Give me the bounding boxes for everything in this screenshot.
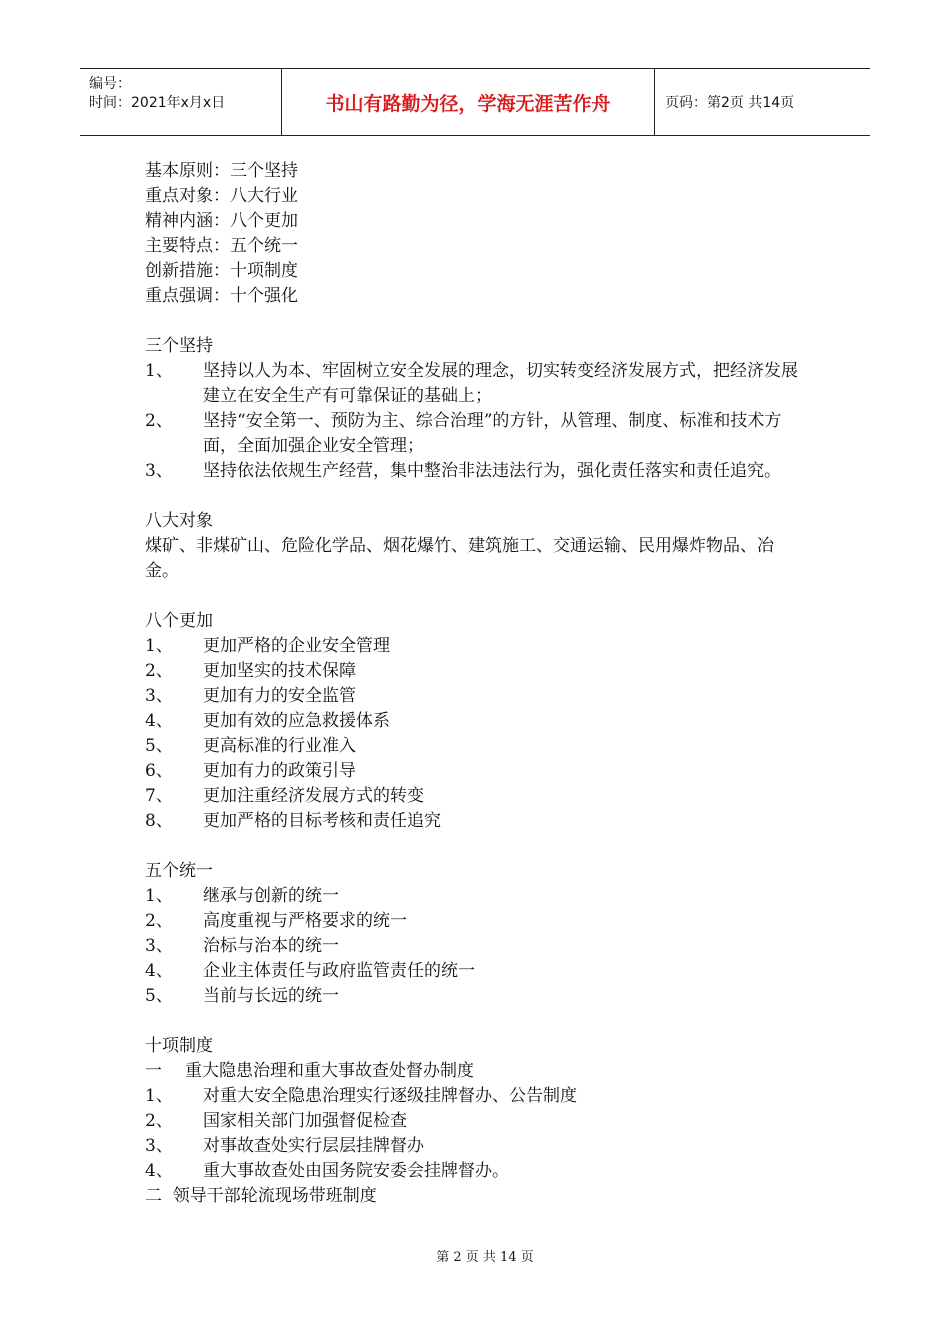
eight-objects-text: 煤矿、非煤矿山、危险化学品、烟花爆竹、建筑施工、交通运输、民用爆炸物品、冶金。 [145, 536, 774, 581]
list-item [145, 909, 805, 934]
section-title-eight-objects: 八大对象 [145, 511, 213, 531]
item-text: 坚持以人为本、牢固树立安全发展的理念，切实转变经济发展方式，把经济发展建立在安全生产有可靠保证的基础上； [203, 361, 798, 406]
item-number: 4、 [145, 711, 173, 731]
list-item [145, 959, 805, 984]
list-item [145, 684, 805, 709]
header-motto: 书山有路勤为径，学海无涯苦作舟 [282, 69, 655, 135]
list-item [145, 934, 805, 959]
section-title-eight-more: 八个更加 [145, 611, 213, 631]
summary-line: 创新措施：十项制度 [145, 261, 298, 281]
item-number: 7、 [145, 786, 173, 806]
item-text: 企业主体责任与政府监管责任的统一 [203, 961, 475, 981]
item-number: 2、 [145, 411, 173, 431]
item-number: 4、 [145, 1161, 173, 1181]
item-text: 对重大安全隐患治理实行逐级挂牌督办、公告制度 [203, 1086, 577, 1106]
item-text: 更加有效的应急救援体系 [203, 711, 390, 731]
item-number: 3、 [145, 686, 173, 706]
document-body [145, 159, 805, 1209]
item-text: 高度重视与严格要求的统一 [203, 911, 407, 931]
section-title-ten-systems: 十项制度 [145, 1036, 213, 1056]
subsection-text: 重大隐患治理和重大事故查处督办制度 [185, 1061, 474, 1081]
list-item [145, 634, 805, 659]
summary-line: 主要特点：五个统一 [145, 236, 298, 256]
item-text: 重大事故查处由国务院安委会挂牌督办。 [203, 1161, 509, 1181]
item-text: 治标与治本的统一 [203, 936, 339, 956]
item-text: 更加注重经济发展方式的转变 [203, 786, 424, 806]
list-item [145, 409, 805, 459]
item-number: 1、 [145, 636, 173, 656]
item-text: 更高标准的行业准入 [203, 736, 356, 756]
section-title-five-unity: 五个统一 [145, 861, 213, 881]
item-text: 继承与创新的统一 [203, 886, 339, 906]
item-number: 8、 [145, 811, 173, 831]
item-number: 3、 [145, 1136, 173, 1156]
time-label: 时间：2021年x月x日 [89, 95, 226, 111]
header-page-label: 页码：第2页 共14页 [665, 95, 795, 111]
subsection-heading-2: 二 领导干部轮流现场带班制度 [145, 1186, 377, 1206]
item-number: 2、 [145, 661, 173, 681]
list-item [145, 734, 805, 759]
item-number: 6、 [145, 761, 173, 781]
section-title-three-persist: 三个坚持 [145, 336, 213, 356]
item-text: 更加坚实的技术保障 [203, 661, 356, 681]
summary-line: 重点强调：十个强化 [145, 286, 298, 306]
summary-line: 精神内涵：八个更加 [145, 211, 298, 231]
item-text: 更加严格的企业安全管理 [203, 636, 390, 656]
number-label: 编号： [89, 76, 131, 92]
header-meta-cell [80, 69, 282, 135]
list-item [145, 1159, 805, 1184]
summary-line: 重点对象：八大行业 [145, 186, 298, 206]
item-number: 1、 [145, 886, 173, 906]
item-text: 国家相关部门加强督促检查 [203, 1111, 407, 1131]
list-item [145, 1084, 805, 1109]
item-number: 2、 [145, 1111, 173, 1131]
item-number: 5、 [145, 736, 173, 756]
document-header [80, 68, 870, 136]
item-number: 3、 [145, 936, 173, 956]
list-item [145, 1134, 805, 1159]
item-number: 5、 [145, 986, 173, 1006]
item-number: 4、 [145, 961, 173, 981]
list-item [145, 884, 805, 909]
item-text: 更加有力的政策引导 [203, 761, 356, 781]
list-item [145, 709, 805, 734]
item-number: 3、 [145, 461, 173, 481]
subsection-heading [145, 1059, 805, 1084]
list-item [145, 1109, 805, 1134]
list-item [145, 759, 805, 784]
page-footer: 第 2 页 共 14 页 [436, 1250, 534, 1265]
list-item [145, 659, 805, 684]
item-number: 1、 [145, 361, 173, 381]
list-item [145, 784, 805, 809]
list-item [145, 809, 805, 834]
item-text: 坚持“安全第一、预防为主、综合治理”的方针，从管理、制度、标准和技术方面，全面加强企业安全管理； [203, 411, 782, 456]
item-text: 更加有力的安全监管 [203, 686, 356, 706]
list-item [145, 359, 805, 409]
item-number: 2、 [145, 911, 173, 931]
list-item [145, 984, 805, 1009]
item-text: 更加严格的目标考核和责任追究 [203, 811, 441, 831]
subsection-number: 一 [145, 1061, 162, 1081]
item-text: 当前与长远的统一 [203, 986, 339, 1006]
item-number: 1、 [145, 1086, 173, 1106]
summary-line: 基本原则：三个坚持 [145, 161, 298, 181]
item-text: 坚持依法依规生产经营，集中整治非法违法行为，强化责任落实和责任追究。 [203, 461, 781, 481]
item-text: 对事故查处实行层层挂牌督办 [203, 1136, 424, 1156]
list-item [145, 459, 805, 484]
